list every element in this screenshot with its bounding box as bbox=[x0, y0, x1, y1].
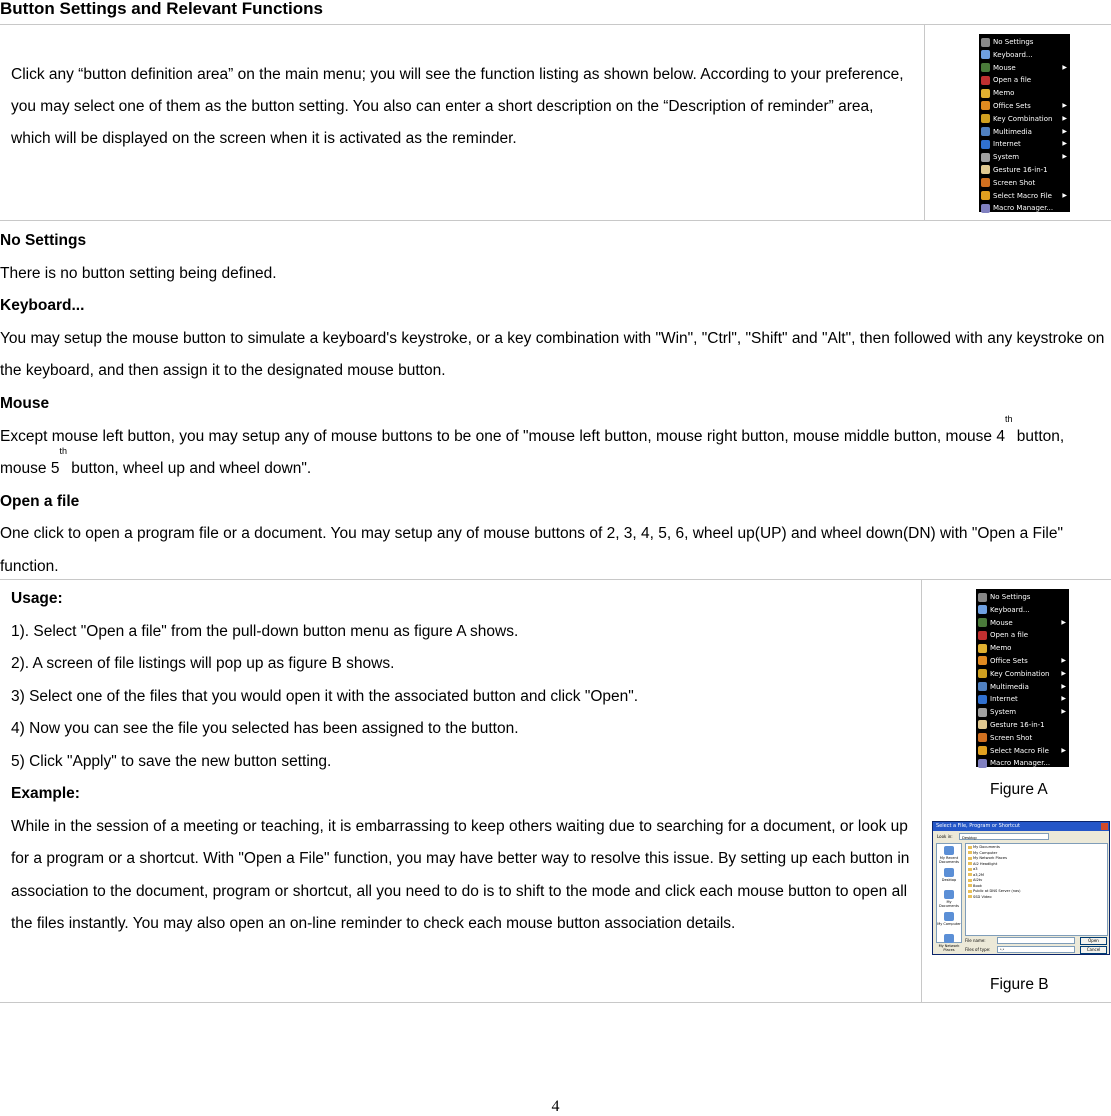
menu-item bbox=[978, 591, 1069, 604]
menu-item bbox=[981, 126, 1070, 139]
folder-icon bbox=[968, 846, 972, 849]
file-name-field bbox=[997, 937, 1075, 944]
menu-item-icon bbox=[981, 191, 990, 200]
menu-item-icon bbox=[978, 593, 987, 602]
example-body: While in the session of a meeting or teaching, it is embarrassing to keep others waiting due to searching for a document, or look up for a program or a shortcut. With "Open a File" function, you may have better way to resolve this issue. By setting up each button in association to the document, program or shortcut, all you need to do is to shift to the mode and click each mouse button to open all the files instantly. You may also open an on-line reminder to check each mouse button association details. bbox=[11, 817, 910, 932]
file-name: Book bbox=[973, 883, 982, 888]
figure-a-caption: Figure A bbox=[990, 781, 1048, 798]
table-divider bbox=[924, 24, 925, 220]
menu-item bbox=[981, 151, 1070, 164]
section-body: One click to open a program file or a document. You may setup any of mouse buttons of 2, 3, 4, 5, 6, wheel up(UP) and wheel down(DN) with "Open a File" function. bbox=[0, 525, 1063, 575]
places-bar bbox=[936, 843, 962, 952]
place-item bbox=[937, 890, 961, 910]
submenu-arrow-icon: ▶ bbox=[1062, 127, 1067, 135]
section-heading: Mouse bbox=[0, 394, 50, 412]
close-icon bbox=[1101, 823, 1108, 830]
menu-item-label: Screen Shot bbox=[993, 178, 1036, 187]
menu-item-label: Memo bbox=[990, 644, 1012, 653]
menu-item-icon bbox=[981, 101, 990, 110]
menu-item-icon bbox=[978, 682, 987, 691]
file-name-label: File name: bbox=[965, 938, 986, 943]
menu-item-label: Gesture 16-in-1 bbox=[993, 165, 1048, 174]
menu-item-icon bbox=[981, 127, 990, 136]
file-name: SSD Video bbox=[973, 894, 992, 899]
folder-icon bbox=[968, 851, 972, 854]
menu-item-label: Mouse bbox=[990, 618, 1013, 627]
submenu-arrow-icon: ▶ bbox=[1061, 618, 1066, 626]
look-in-select: Desktop bbox=[959, 833, 1049, 840]
mouse-text-c: button, wheel up and wheel down". bbox=[66, 460, 312, 478]
usage-step: 3) Select one of the files that you would open it with the associated button and click "Open". bbox=[11, 687, 639, 705]
menu-item bbox=[978, 681, 1069, 694]
submenu-arrow-icon: ▶ bbox=[1061, 708, 1066, 716]
usage-step: 4) Now you can see the file you selected has been assigned to the button. bbox=[11, 720, 519, 737]
usage-step: 1). Select "Open a file" from the pull-down button menu as figure A shows. bbox=[11, 622, 519, 640]
menu-item bbox=[978, 655, 1069, 668]
menu-item bbox=[981, 100, 1070, 113]
menu-item bbox=[981, 74, 1070, 87]
menu-item-label: Open a file bbox=[990, 631, 1029, 640]
place-icon bbox=[944, 934, 954, 943]
figure-b-dialog bbox=[932, 821, 1110, 955]
menu-item bbox=[978, 693, 1069, 706]
section-body: There is no button setting being defined. bbox=[0, 264, 277, 282]
folder-icon bbox=[968, 868, 972, 871]
menu-item bbox=[978, 745, 1069, 758]
example-heading: Example: bbox=[11, 785, 80, 802]
place-icon bbox=[944, 846, 954, 855]
menu-item-label: Mouse bbox=[993, 63, 1016, 72]
menu-item-label: Screen Shot bbox=[990, 733, 1033, 742]
menu-item-icon bbox=[978, 720, 987, 729]
place-icon bbox=[944, 890, 954, 899]
menu-item-icon bbox=[981, 140, 990, 149]
usage-step: 2). A screen of file listings will pop up as figure B shows. bbox=[11, 655, 395, 672]
menu-item-icon bbox=[978, 708, 987, 717]
open-button: Open bbox=[1080, 937, 1107, 945]
function-descriptions bbox=[0, 225, 1108, 584]
menu-item-icon bbox=[978, 644, 987, 653]
figure-b-caption: Figure B bbox=[990, 976, 1049, 993]
menu-item-icon bbox=[978, 759, 987, 768]
menu-item-icon bbox=[978, 631, 987, 640]
folder-icon bbox=[968, 862, 972, 865]
menu-item-icon bbox=[978, 669, 987, 678]
section-body bbox=[0, 413, 1108, 486]
menu-item-label: Key Combination bbox=[990, 669, 1050, 678]
menu-item-icon bbox=[981, 89, 990, 98]
menu-item bbox=[978, 642, 1069, 655]
menu-item-label: No Settings bbox=[990, 593, 1031, 601]
menu-item bbox=[978, 604, 1069, 617]
file-type-label: Files of type: bbox=[965, 947, 991, 952]
place-item bbox=[937, 868, 961, 888]
menu-item-icon bbox=[981, 153, 990, 162]
page-number: 4 bbox=[551, 1098, 560, 1115]
submenu-arrow-icon: ▶ bbox=[1062, 191, 1067, 199]
menu-item-label: Office Sets bbox=[993, 101, 1031, 110]
table-rule bbox=[0, 24, 1111, 25]
menu-item-label: Select Macro File bbox=[990, 746, 1049, 755]
menu-item bbox=[978, 706, 1069, 719]
file-list-item bbox=[968, 895, 1105, 901]
file-type-select: *.* bbox=[997, 946, 1075, 953]
file-list bbox=[965, 843, 1108, 936]
place-label: My Documents bbox=[939, 900, 959, 908]
menu-item bbox=[981, 202, 1070, 215]
menu-item-icon bbox=[978, 656, 987, 665]
superscript: th bbox=[1004, 413, 1013, 424]
menu-item bbox=[981, 49, 1070, 62]
submenu-arrow-icon: ▶ bbox=[1062, 101, 1067, 109]
menu-item bbox=[978, 617, 1069, 630]
folder-icon bbox=[968, 895, 972, 898]
folder-icon bbox=[968, 857, 972, 860]
menu-item bbox=[981, 36, 1070, 49]
menu-item bbox=[978, 732, 1069, 745]
menu-item-icon bbox=[978, 618, 987, 627]
mouse-text-b: button, mouse 5 bbox=[0, 427, 1065, 478]
menu-item-label: Open a file bbox=[993, 76, 1032, 85]
usage-heading: Usage: bbox=[11, 590, 63, 607]
submenu-arrow-icon: ▶ bbox=[1061, 682, 1066, 690]
menu-item bbox=[978, 668, 1069, 681]
menu-item-label: Internet bbox=[990, 695, 1018, 704]
place-icon bbox=[944, 912, 954, 921]
table-divider bbox=[921, 579, 922, 1002]
submenu-arrow-icon: ▶ bbox=[1061, 746, 1066, 754]
menu-item-label: System bbox=[993, 153, 1020, 162]
menu-item-icon bbox=[981, 38, 990, 47]
menu-item-icon bbox=[981, 114, 990, 123]
cancel-button: Cancel bbox=[1080, 946, 1107, 954]
figure-a-menu bbox=[976, 589, 1069, 767]
menu-item-label: Gesture 16-in-1 bbox=[990, 720, 1045, 729]
menu-item-label: Select Macro File bbox=[993, 191, 1052, 200]
menu-item-icon bbox=[981, 50, 990, 59]
section-heading: No Settings bbox=[0, 232, 87, 249]
place-item bbox=[937, 912, 961, 932]
section-heading: Keyboard... bbox=[0, 297, 85, 315]
submenu-arrow-icon: ▶ bbox=[1061, 695, 1066, 703]
folder-icon bbox=[968, 879, 972, 882]
section-body: You may setup the mouse button to simulate a keyboard's keystroke, or a key combination with "Win", "Ctrl", "Shift" and "Alt", then followed with any keystroke on the keyboard, and then assign it to the designated mouse button. bbox=[0, 329, 1105, 380]
menu-item-label: Memo bbox=[993, 89, 1015, 98]
place-item bbox=[937, 846, 961, 866]
place-item bbox=[937, 934, 961, 954]
table-rule bbox=[0, 1002, 1111, 1003]
folder-icon bbox=[968, 890, 972, 893]
menu-item-icon bbox=[978, 746, 987, 755]
menu-item-label: Keyboard... bbox=[990, 605, 1030, 614]
dialog-title: Select a File, Program or Shortcut bbox=[936, 823, 1020, 829]
usage-step: 5) Click "Apply" to save the new button setting. bbox=[11, 752, 332, 770]
section-heading: Open a file bbox=[0, 492, 80, 510]
menu-item bbox=[981, 113, 1070, 126]
menu-item-label: Macro Manager... bbox=[990, 759, 1051, 768]
file-name: Public at DNS Server (nas) bbox=[973, 889, 1021, 893]
menu-item-label: Internet bbox=[993, 140, 1021, 149]
menu-item-icon bbox=[981, 204, 990, 213]
menu-item-label: Multimedia bbox=[993, 127, 1032, 136]
menu-item-label: Office Sets bbox=[990, 656, 1028, 665]
folder-icon bbox=[968, 873, 972, 876]
submenu-arrow-icon: ▶ bbox=[1061, 656, 1066, 664]
file-name: My Computer bbox=[973, 850, 998, 855]
look-in-label: Look in: bbox=[937, 834, 953, 839]
table-rule bbox=[0, 220, 1111, 221]
submenu-arrow-icon: ▶ bbox=[1062, 114, 1067, 122]
folder-icon bbox=[968, 884, 972, 887]
intro-paragraph: Click any “button definition area” on the main menu; you will see the function listing as shown below. According to your preference, you may select one of them as the button setting. You also can enter a short description on the “Description of reminder” area, which will be displayed on the screen when it is activated as the reminder. bbox=[11, 66, 904, 147]
menu-item bbox=[981, 87, 1070, 100]
page-title: Button Settings and Relevant Functions bbox=[0, 0, 324, 18]
menu-item-label: Key Combination bbox=[993, 114, 1053, 123]
file-name: Ai2 Headlight bbox=[973, 861, 998, 866]
menu-item bbox=[981, 177, 1070, 190]
menu-item bbox=[981, 164, 1070, 177]
function-menu-figure bbox=[979, 34, 1070, 212]
menu-item-icon bbox=[981, 178, 990, 187]
place-label: My Network Places bbox=[938, 944, 960, 952]
menu-item bbox=[978, 719, 1069, 732]
menu-item-icon bbox=[978, 733, 987, 742]
submenu-arrow-icon: ▶ bbox=[1062, 153, 1067, 161]
menu-item-icon bbox=[981, 165, 990, 174]
submenu-arrow-icon: ▶ bbox=[1061, 669, 1066, 677]
dialog-title-bar bbox=[933, 822, 1109, 831]
menu-item-icon bbox=[981, 63, 990, 72]
file-name: a3 bbox=[973, 867, 978, 871]
file-name: My Documents bbox=[973, 845, 1000, 849]
place-label: My Computer bbox=[937, 922, 961, 926]
menu-item-icon bbox=[981, 76, 990, 85]
place-icon bbox=[944, 868, 954, 877]
menu-item bbox=[981, 62, 1070, 75]
menu-item-label: Multimedia bbox=[990, 682, 1029, 691]
menu-item-label: System bbox=[990, 708, 1017, 717]
place-label: My Recent Documents bbox=[939, 856, 959, 864]
menu-item bbox=[978, 757, 1069, 770]
file-name: a3,2M bbox=[973, 872, 985, 877]
menu-item-label: Keyboard... bbox=[993, 50, 1033, 59]
file-name: Ai2tv bbox=[973, 878, 983, 882]
menu-item-icon bbox=[978, 605, 987, 614]
submenu-arrow-icon: ▶ bbox=[1062, 63, 1067, 71]
mouse-text-a: Except mouse left button, you may setup any of mouse buttons to be one of "mouse left button, mouse right button, mouse middle button, mouse 4 bbox=[0, 427, 1005, 445]
place-label: Desktop bbox=[941, 878, 957, 882]
superscript: th bbox=[59, 446, 67, 457]
menu-item-label: No Settings bbox=[993, 38, 1034, 46]
menu-item bbox=[978, 629, 1069, 642]
submenu-arrow-icon: ▶ bbox=[1062, 140, 1067, 148]
file-name: My Network Places bbox=[973, 856, 1007, 860]
menu-item bbox=[981, 190, 1070, 203]
menu-item bbox=[981, 138, 1070, 151]
menu-item-label: Macro Manager... bbox=[993, 204, 1054, 213]
menu-item-icon bbox=[978, 695, 987, 704]
usage-block bbox=[11, 583, 916, 941]
